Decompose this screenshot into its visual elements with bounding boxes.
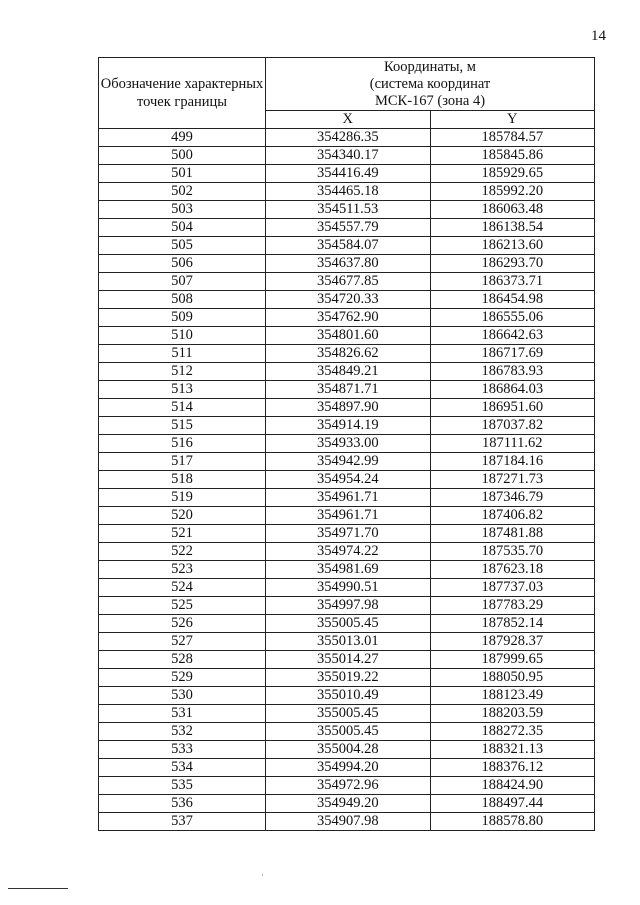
x-coordinate-cell: 354416.49 — [266, 165, 431, 183]
table-row — [99, 363, 595, 381]
x-coordinate-cell: 355004.28 — [266, 741, 431, 759]
point-id-cell: 529 — [99, 669, 266, 687]
point-id-cell: 537 — [99, 813, 266, 831]
y-coordinate-cell: 186293.70 — [430, 255, 595, 273]
point-id-cell: 505 — [99, 237, 266, 255]
y-coordinate-cell: 187346.79 — [430, 489, 595, 507]
table-row — [99, 507, 595, 525]
y-coordinate-cell: 188376.12 — [430, 759, 595, 777]
table-row — [99, 597, 595, 615]
x-coordinate-cell: 354961.71 — [266, 489, 431, 507]
point-id-cell: 502 — [99, 183, 266, 201]
x-coordinate-cell: 354981.69 — [266, 561, 431, 579]
table-row — [99, 687, 595, 705]
y-coordinate-cell: 187737.03 — [430, 579, 595, 597]
y-coordinate-cell: 188272.35 — [430, 723, 595, 741]
point-id-cell: 521 — [99, 525, 266, 543]
x-coordinate-cell: 354871.71 — [266, 381, 431, 399]
point-id-cell: 522 — [99, 543, 266, 561]
table-row — [99, 651, 595, 669]
x-coordinate-cell: 355005.45 — [266, 705, 431, 723]
y-coordinate-cell: 186951.60 — [430, 399, 595, 417]
x-coordinate-cell: 354340.17 — [266, 147, 431, 165]
y-coordinate-cell: 187037.82 — [430, 417, 595, 435]
x-coordinate-cell: 355019.22 — [266, 669, 431, 687]
point-id-cell: 506 — [99, 255, 266, 273]
y-coordinate-cell: 185784.57 — [430, 129, 595, 147]
y-coordinate-cell: 186454.98 — [430, 291, 595, 309]
y-coordinate-cell: 186373.71 — [430, 273, 595, 291]
point-id-cell: 512 — [99, 363, 266, 381]
point-id-cell: 534 — [99, 759, 266, 777]
table-row — [99, 489, 595, 507]
page-number: 14 — [591, 28, 606, 44]
y-coordinate-cell: 187623.18 — [430, 561, 595, 579]
x-coordinate-cell: 354961.71 — [266, 507, 431, 525]
point-id-cell: 509 — [99, 309, 266, 327]
y-coordinate-cell: 186138.54 — [430, 219, 595, 237]
y-coordinate-cell: 187481.88 — [430, 525, 595, 543]
table-row — [99, 255, 595, 273]
header-designation: Обозначение характерных точек границы — [99, 58, 266, 129]
table-row — [99, 399, 595, 417]
point-id-cell: 519 — [99, 489, 266, 507]
point-id-cell: 514 — [99, 399, 266, 417]
point-id-cell: 508 — [99, 291, 266, 309]
y-coordinate-cell: 188050.95 — [430, 669, 595, 687]
table-row — [99, 309, 595, 327]
x-coordinate-cell: 354511.53 — [266, 201, 431, 219]
x-coordinate-cell: 354942.99 — [266, 453, 431, 471]
point-id-cell: 531 — [99, 705, 266, 723]
x-coordinate-cell: 354826.62 — [266, 345, 431, 363]
point-id-cell: 510 — [99, 327, 266, 345]
x-coordinate-cell: 355005.45 — [266, 723, 431, 741]
footnote-rule — [8, 888, 68, 889]
table-row — [99, 453, 595, 471]
header-coordinates-line3: МСК-167 (зона 4) — [374, 92, 486, 109]
point-id-cell: 536 — [99, 795, 266, 813]
point-id-cell: 523 — [99, 561, 266, 579]
x-coordinate-cell: 354997.98 — [266, 597, 431, 615]
scan-speck — [262, 874, 263, 876]
y-coordinate-cell: 188424.90 — [430, 777, 595, 795]
point-id-cell: 526 — [99, 615, 266, 633]
table-row — [99, 471, 595, 489]
point-id-cell: 525 — [99, 597, 266, 615]
point-id-cell: 528 — [99, 651, 266, 669]
header-x: X — [266, 111, 431, 129]
point-id-cell: 499 — [99, 129, 266, 147]
x-coordinate-cell: 355010.49 — [266, 687, 431, 705]
table-row — [99, 345, 595, 363]
table-row — [99, 201, 595, 219]
point-id-cell: 520 — [99, 507, 266, 525]
point-id-cell: 535 — [99, 777, 266, 795]
x-coordinate-cell: 355005.45 — [266, 615, 431, 633]
x-coordinate-cell: 354949.20 — [266, 795, 431, 813]
table-row — [99, 669, 595, 687]
y-coordinate-cell: 186783.93 — [430, 363, 595, 381]
x-coordinate-cell: 354954.24 — [266, 471, 431, 489]
y-coordinate-cell: 187111.62 — [430, 435, 595, 453]
point-id-cell: 516 — [99, 435, 266, 453]
header-coordinates — [266, 58, 595, 111]
x-coordinate-cell: 354720.33 — [266, 291, 431, 309]
table-row — [99, 183, 595, 201]
x-coordinate-cell: 354849.21 — [266, 363, 431, 381]
y-coordinate-cell: 187852.14 — [430, 615, 595, 633]
x-coordinate-cell: 354897.90 — [266, 399, 431, 417]
point-id-cell: 513 — [99, 381, 266, 399]
y-coordinate-cell: 188123.49 — [430, 687, 595, 705]
header-coordinates-line1: Координаты, м — [384, 58, 476, 75]
table-row — [99, 381, 595, 399]
x-coordinate-cell: 354637.80 — [266, 255, 431, 273]
point-id-cell: 500 — [99, 147, 266, 165]
x-coordinate-cell: 354990.51 — [266, 579, 431, 597]
x-coordinate-cell: 354972.96 — [266, 777, 431, 795]
table-body — [99, 129, 595, 831]
table-row — [99, 723, 595, 741]
x-coordinate-cell: 354971.70 — [266, 525, 431, 543]
point-id-cell: 527 — [99, 633, 266, 651]
y-coordinate-cell: 186717.69 — [430, 345, 595, 363]
table-row — [99, 237, 595, 255]
table-row — [99, 525, 595, 543]
y-coordinate-cell: 188321.13 — [430, 741, 595, 759]
table-row — [99, 147, 595, 165]
x-coordinate-cell: 355014.27 — [266, 651, 431, 669]
x-coordinate-cell: 354677.85 — [266, 273, 431, 291]
table-row — [99, 813, 595, 831]
x-coordinate-cell: 354584.07 — [266, 237, 431, 255]
table-row — [99, 165, 595, 183]
point-id-cell: 504 — [99, 219, 266, 237]
x-coordinate-cell: 354286.35 — [266, 129, 431, 147]
x-coordinate-cell: 354933.00 — [266, 435, 431, 453]
table-row — [99, 327, 595, 345]
x-coordinate-cell: 354801.60 — [266, 327, 431, 345]
point-id-cell: 507 — [99, 273, 266, 291]
y-coordinate-cell: 186063.48 — [430, 201, 595, 219]
table-row — [99, 129, 595, 147]
table-row — [99, 741, 595, 759]
table-row — [99, 561, 595, 579]
y-coordinate-cell: 187783.29 — [430, 597, 595, 615]
table-row — [99, 417, 595, 435]
table-row — [99, 579, 595, 597]
x-coordinate-cell: 354465.18 — [266, 183, 431, 201]
point-id-cell: 530 — [99, 687, 266, 705]
x-coordinate-cell: 355013.01 — [266, 633, 431, 651]
point-id-cell: 518 — [99, 471, 266, 489]
y-coordinate-cell: 187406.82 — [430, 507, 595, 525]
y-coordinate-cell: 187999.65 — [430, 651, 595, 669]
coordinates-table — [98, 57, 595, 831]
table-row — [99, 705, 595, 723]
y-coordinate-cell: 188497.44 — [430, 795, 595, 813]
x-coordinate-cell: 354762.90 — [266, 309, 431, 327]
header-y: Y — [430, 111, 595, 129]
x-coordinate-cell: 354914.19 — [266, 417, 431, 435]
y-coordinate-cell: 187535.70 — [430, 543, 595, 561]
table-row — [99, 759, 595, 777]
y-coordinate-cell: 185929.65 — [430, 165, 595, 183]
table-row — [99, 435, 595, 453]
table-row — [99, 543, 595, 561]
y-coordinate-cell: 188203.59 — [430, 705, 595, 723]
table-row — [99, 633, 595, 651]
point-id-cell: 517 — [99, 453, 266, 471]
point-id-cell: 524 — [99, 579, 266, 597]
x-coordinate-cell: 354557.79 — [266, 219, 431, 237]
x-coordinate-cell: 354994.20 — [266, 759, 431, 777]
point-id-cell: 533 — [99, 741, 266, 759]
x-coordinate-cell: 354974.22 — [266, 543, 431, 561]
point-id-cell: 503 — [99, 201, 266, 219]
x-coordinate-cell: 354907.98 — [266, 813, 431, 831]
header-coordinates-line2: (система координат — [369, 75, 491, 92]
point-id-cell: 511 — [99, 345, 266, 363]
table-row — [99, 219, 595, 237]
y-coordinate-cell: 187271.73 — [430, 471, 595, 489]
y-coordinate-cell: 186642.63 — [430, 327, 595, 345]
table-row — [99, 291, 595, 309]
y-coordinate-cell: 188578.80 — [430, 813, 595, 831]
y-coordinate-cell: 185992.20 — [430, 183, 595, 201]
table-row — [99, 615, 595, 633]
y-coordinate-cell: 187928.37 — [430, 633, 595, 651]
point-id-cell: 501 — [99, 165, 266, 183]
y-coordinate-cell: 186864.03 — [430, 381, 595, 399]
y-coordinate-cell: 187184.16 — [430, 453, 595, 471]
point-id-cell: 515 — [99, 417, 266, 435]
y-coordinate-cell: 186213.60 — [430, 237, 595, 255]
point-id-cell: 532 — [99, 723, 266, 741]
y-coordinate-cell: 186555.06 — [430, 309, 595, 327]
y-coordinate-cell: 185845.86 — [430, 147, 595, 165]
table-row — [99, 795, 595, 813]
table-row — [99, 273, 595, 291]
table-row — [99, 777, 595, 795]
